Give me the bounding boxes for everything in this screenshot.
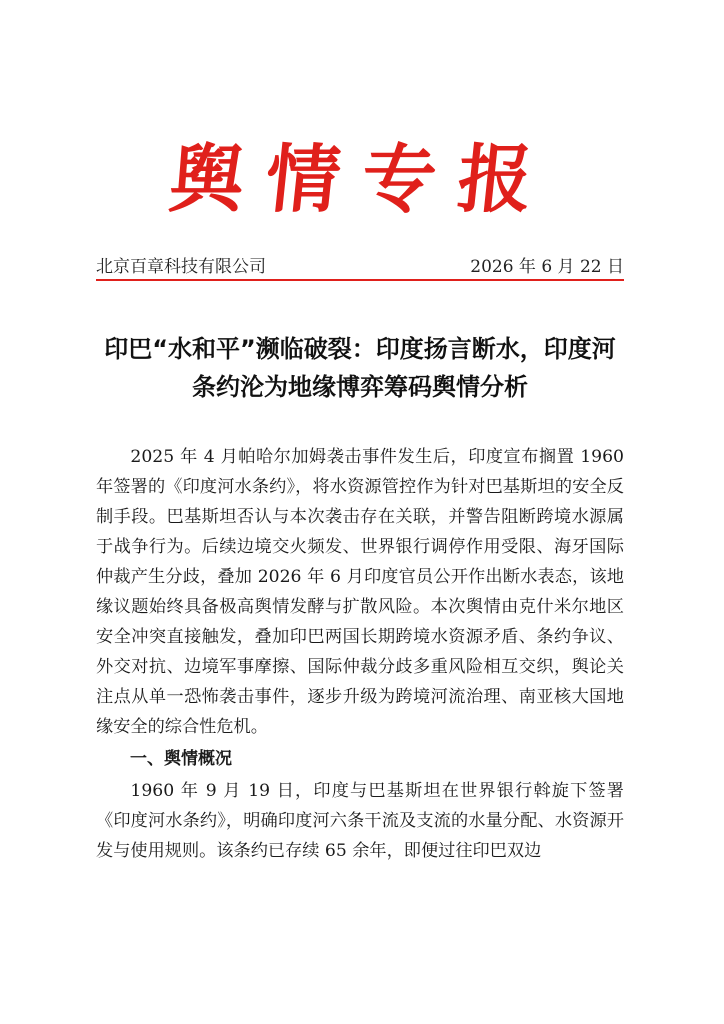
document-body — [96, 442, 624, 866]
header-divider — [96, 279, 624, 281]
section-heading: 一、舆情概况 — [130, 749, 232, 769]
issue-date: 2026 年 6 月 22 日 — [470, 257, 624, 277]
section-paragraph: 1960 年 9 月 19 日，印度与巴基斯坦在世界银行斡旋下签署《印度河水条约》，明确印度河六条干流及支流的水量分配、水资源开发与使用规则。该条约已存续 65 余年，即便过往印巴双边 — [96, 781, 624, 861]
masthead-title: 舆情专报 — [165, 137, 559, 223]
document-header — [96, 253, 624, 277]
document-title: 印巴“水和平”濒临破裂：印度扬言断水，印度河条约沦为地缘博弈筹码舆情分析 — [104, 335, 616, 401]
company-name: 北京百章科技有限公司 — [96, 257, 266, 277]
intro-paragraph: 2025 年 4 月帕哈尔加姆袭击事件发生后，印度宣布搁置 1960 年签署的《印度河水条约》，将水资源管控作为针对巴基斯坦的安全反制手段。巴基斯坦否认与本次袭击存在关联，并警告阻断跨境水源属于战争行为。后续边境交火频发、世界银行调停作用受限、海牙国际仲裁产生分歧，叠加 2026 年 6 月印度官员公开作出断水表态，该地缘议题始终具备极高舆情发酵与扩散风险。本次舆情由克什米尔地区安全冲突直接触发，叠加印巴两国长期跨境水资源矛盾、条约争议、外交对抗、边境军事摩擦、国际仲裁分歧多重风险相互交织，舆论关注点从单一恐怖袭击事件，逐步升级为跨境河流治理、南亚核大国地缘安全的综合性危机。 — [96, 447, 624, 737]
